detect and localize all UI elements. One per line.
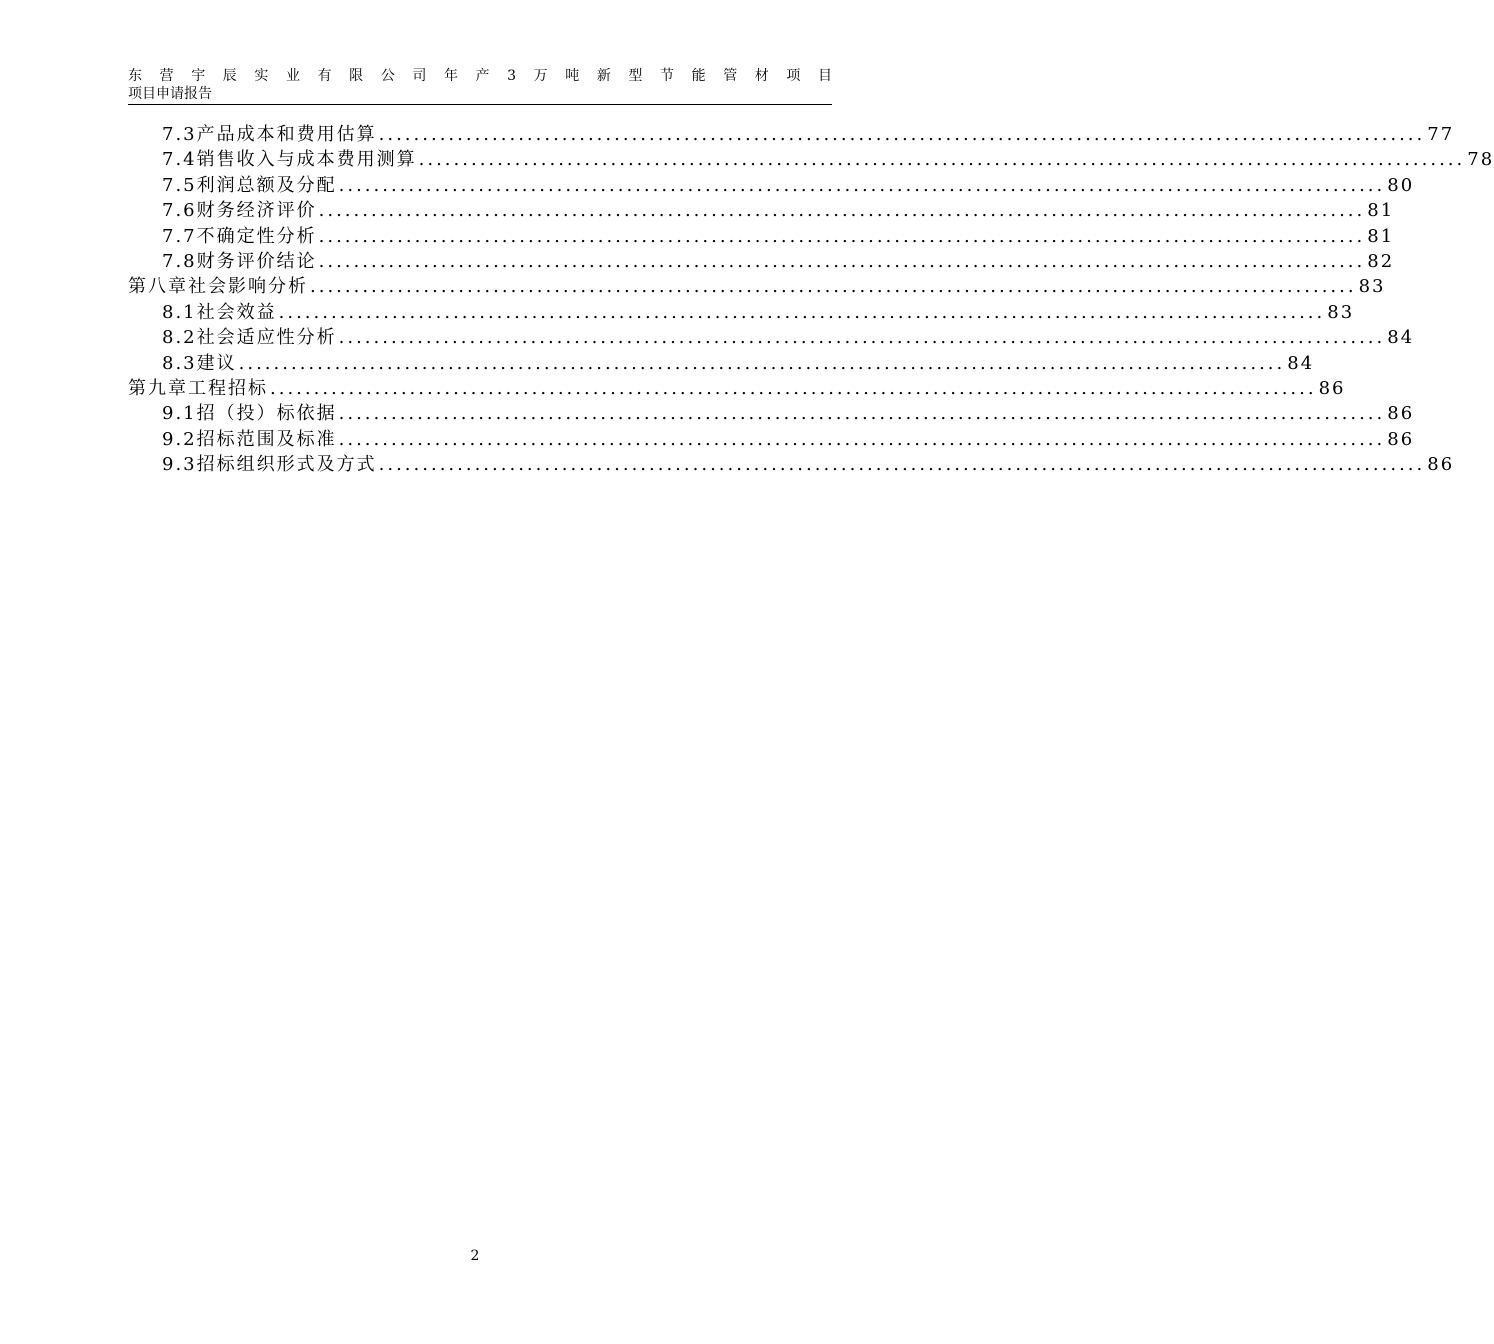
toc-entry-number: 7.3 xyxy=(162,124,197,145)
toc-entry-number: 7.7 xyxy=(162,225,197,247)
toc-entry-title: 建议 xyxy=(196,352,237,374)
header-char: 实 xyxy=(254,68,269,84)
toc-entry-title: 社会适应性分析 xyxy=(196,327,337,349)
header-char: 东 xyxy=(128,68,142,84)
toc-entry-number: 8.1 xyxy=(162,301,197,323)
toc-entry-page: 82 xyxy=(1367,250,1395,272)
header-char: 辰 xyxy=(222,68,237,84)
toc-dot-leader: ........................................................................................................................ xyxy=(278,301,1326,323)
page-header xyxy=(128,66,832,105)
toc-entry-number: 7.8 xyxy=(162,250,197,272)
header-char: 产 xyxy=(475,68,490,84)
toc-entry-title: 社会效益 xyxy=(196,301,277,323)
toc-entry-page: 83 xyxy=(1327,301,1355,323)
header-char: 新 xyxy=(596,68,611,84)
toc-dot-leader: ........................................................................................................................ xyxy=(238,352,1286,374)
toc-entry-page: 86 xyxy=(1387,428,1415,450)
header-title-line1 xyxy=(128,66,832,86)
header-char: 司 xyxy=(412,68,427,84)
toc-dot-leader: ........................................................................................................................ xyxy=(270,377,1317,399)
header-char: 能 xyxy=(691,68,706,84)
page-number: 2 xyxy=(470,1248,480,1264)
toc-dot-leader: ........................................................................................................................ xyxy=(378,454,1426,476)
toc-dot-leader: ........................................................................................................................ xyxy=(338,327,1386,349)
toc-entry-title: 社会影响分析 xyxy=(188,276,308,298)
toc-entry[interactable] xyxy=(128,376,1346,401)
toc-dot-leader: ........................................................................................................................ xyxy=(318,225,1366,247)
toc-entry-page: 81 xyxy=(1367,200,1395,222)
header-title-line2: 项目申请报告 xyxy=(128,86,212,102)
toc-entry-page: 80 xyxy=(1387,174,1415,196)
toc-entry-number: 8.2 xyxy=(162,327,197,349)
toc-entry-title: 财务评价结论 xyxy=(196,250,317,272)
toc-dot-leader: ........................................................................................................................ xyxy=(310,276,1357,298)
header-char: 管 xyxy=(723,68,738,84)
header-char: 限 xyxy=(349,68,364,84)
toc-entry[interactable] xyxy=(128,173,1415,198)
header-char: 3 xyxy=(507,68,517,84)
header-char: 材 xyxy=(754,68,769,84)
toc-entry-title: 不确定性分析 xyxy=(196,225,317,247)
header-char: 营 xyxy=(159,68,174,84)
toc-entry[interactable] xyxy=(128,274,1386,299)
header-char: 节 xyxy=(660,68,675,84)
toc-dot-leader: ........................................................................................................................ xyxy=(338,403,1386,425)
toc-entry-title: 利润总额及分配 xyxy=(196,174,337,196)
toc-entry[interactable] xyxy=(128,300,1355,325)
toc-entry-page: 86 xyxy=(1427,454,1455,476)
header-char: 型 xyxy=(628,68,643,84)
toc-entry[interactable] xyxy=(128,427,1415,452)
toc-dot-leader: ........................................................................................................................ xyxy=(318,200,1366,222)
toc-entry-number: 9.1 xyxy=(162,403,197,425)
header-char: 项 xyxy=(786,68,801,84)
header-char: 业 xyxy=(285,68,300,84)
toc-entry[interactable] xyxy=(128,224,1395,249)
toc-entry[interactable] xyxy=(128,325,1415,350)
toc-entry-title: 工程招标 xyxy=(188,377,268,399)
toc-entry-title: 招标范围及标准 xyxy=(196,428,337,450)
toc-entry-number: 第八章 xyxy=(128,276,188,298)
toc-entry-number: 第九章 xyxy=(128,377,188,399)
header-char: 公 xyxy=(380,68,395,84)
header-char: 吨 xyxy=(565,68,580,84)
toc-dot-leader: ........................................................................................................................ xyxy=(318,250,1366,272)
toc-entry-title: 产品成本和费用估算 xyxy=(196,124,377,145)
toc-entry[interactable] xyxy=(128,198,1395,223)
toc-dot-leader: ........................................................................................................................ xyxy=(338,174,1386,196)
toc-entry-number: 7.6 xyxy=(162,200,197,222)
toc-entry-title: 招标组织形式及方式 xyxy=(196,454,377,476)
toc-entry-title: 招（投）标依据 xyxy=(196,403,337,425)
toc-entry[interactable] xyxy=(128,147,1494,172)
toc-entry[interactable] xyxy=(128,452,1455,477)
header-char: 万 xyxy=(533,68,548,84)
toc-entry[interactable] xyxy=(128,351,1315,376)
toc-dot-leader: ........................................................................................................................ xyxy=(378,124,1426,145)
header-char: 目 xyxy=(817,68,832,84)
toc-entry-number: 9.3 xyxy=(162,454,197,476)
toc-entry[interactable] xyxy=(128,249,1395,274)
toc-dot-leader: ........................................................................................................................ xyxy=(418,149,1466,171)
toc-entry-title: 销售收入与成本费用测算 xyxy=(196,149,417,171)
table-of-contents xyxy=(128,122,1494,477)
toc-entry-title: 财务经济评价 xyxy=(196,200,317,222)
toc-entry-page: 86 xyxy=(1318,377,1346,399)
toc-entry-page: 84 xyxy=(1387,327,1415,349)
toc-entry-page: 83 xyxy=(1358,276,1386,298)
toc-entry-page: 81 xyxy=(1367,225,1395,247)
toc-entry[interactable] xyxy=(128,401,1415,426)
toc-entry-page: 84 xyxy=(1287,352,1315,374)
toc-entry[interactable] xyxy=(128,122,1455,147)
toc-entry-number: 7.5 xyxy=(162,174,197,196)
header-char: 有 xyxy=(317,68,332,84)
toc-entry-page: 86 xyxy=(1387,403,1415,425)
toc-entry-number: 8.3 xyxy=(162,352,197,374)
header-char: 宇 xyxy=(191,68,206,84)
toc-dot-leader: ........................................................................................................................ xyxy=(338,428,1386,450)
toc-entry-page: 78 xyxy=(1467,149,1494,171)
toc-entry-page: 77 xyxy=(1427,124,1455,145)
header-char: 年 xyxy=(443,68,458,84)
toc-entry-number: 7.4 xyxy=(162,149,197,171)
toc-entry-number: 9.2 xyxy=(162,428,197,450)
